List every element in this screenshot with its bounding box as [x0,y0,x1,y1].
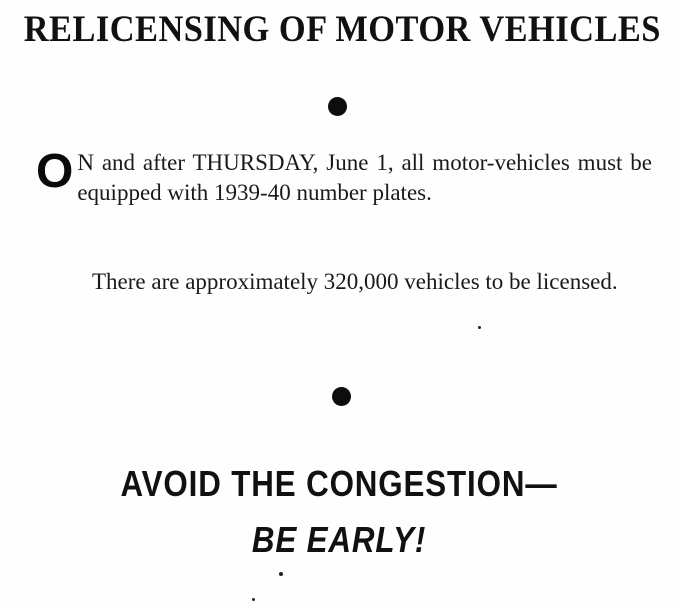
print-speck [252,598,255,601]
call-to-action-line-2: BE EARLY! [251,519,427,560]
notice-paragraph-1-text: N and after THURSDAY, June 1, all motor-vehicles must be equipped with 1939-40 number plates. [77,150,652,205]
headline: RELICENSING OF MOTOR VEHICLES [23,9,661,50]
call-to-action-line-1: AVOID THE CONGESTION— [120,463,558,504]
print-speck [478,326,481,329]
drop-cap: O [36,145,74,198]
bullet-dot-icon [328,97,347,116]
print-speck [279,572,283,576]
bullet-dot-icon [332,387,351,406]
notice-paragraph-1 [36,145,652,208]
notice-paragraph-2: There are approximately 320,000 vehicles to be licensed. [92,269,618,294]
